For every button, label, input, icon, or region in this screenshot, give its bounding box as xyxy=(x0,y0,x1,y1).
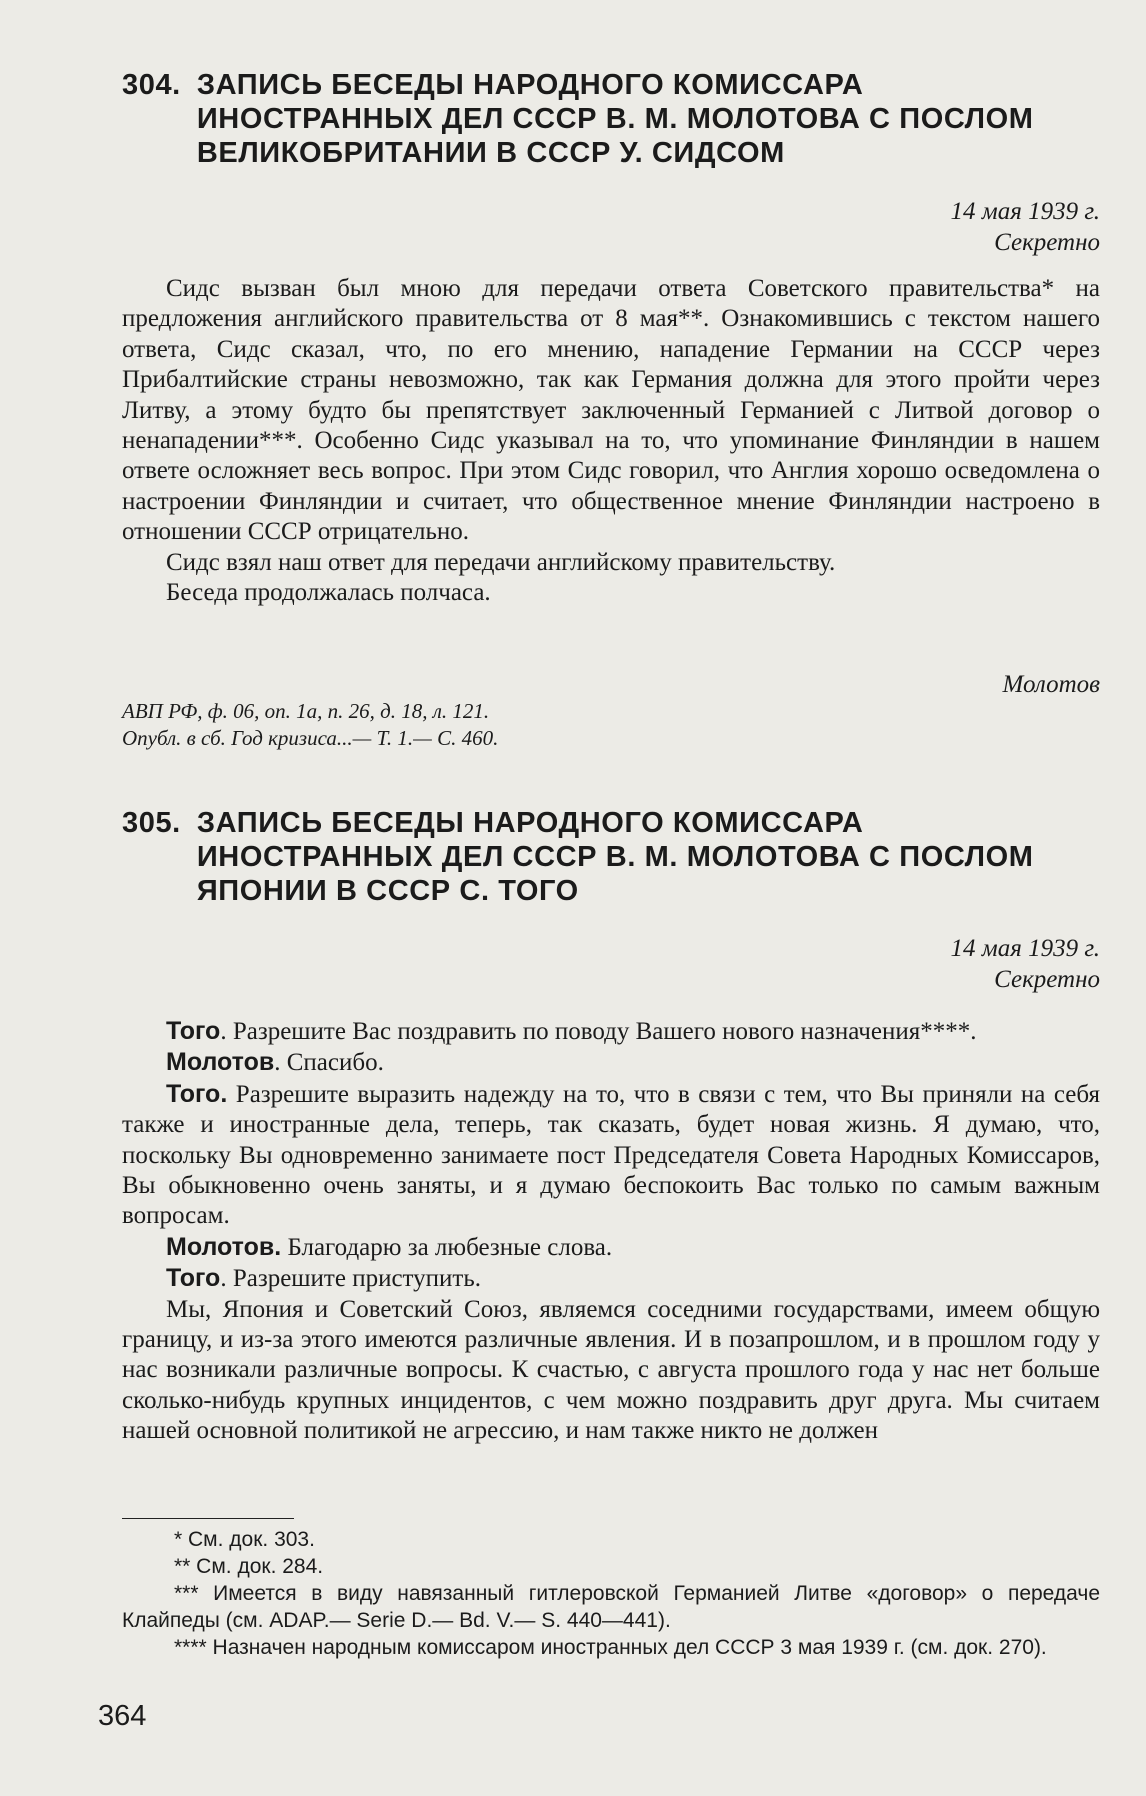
doc304-date: 14 мая 1939 г. xyxy=(950,198,1100,225)
dialogue-speaker: Того xyxy=(166,1017,221,1045)
page-number: 364 xyxy=(98,1700,147,1732)
doc305-date: 14 мая 1939 г. xyxy=(950,935,1100,962)
doc305-classification: Секретно xyxy=(994,966,1100,993)
footnotes xyxy=(122,1526,1100,1661)
footnote-1: * См. док. 303. xyxy=(174,1528,315,1551)
doc304-meta xyxy=(122,196,1100,258)
dialogue-text: Благодарю за любезные слова. xyxy=(287,1233,613,1261)
doc304-body xyxy=(122,274,1100,608)
doc304-paragraph-2: Сидс взял наш ответ для передачи английскому правительству. xyxy=(166,548,836,576)
doc304-sources xyxy=(122,698,1100,752)
doc304-heading xyxy=(122,68,1100,170)
doc305-body xyxy=(122,1016,1100,1447)
doc305-number: 305. xyxy=(122,807,181,839)
doc304-title: ЗАПИСЬ БЕСЕДЫ НАРОДНОГО КОМИССАРА ИНОСТРАННЫХ ДЕЛ СССР В. М. МОЛОТОВА С ПОСЛОМ ВЕЛИКОБРИТАНИИ В СССР У. СИДСОМ xyxy=(196,69,1034,169)
doc304-publication-ref: Опубл. в сб. Год кризиса...— Т. 1.— С. 460. xyxy=(122,726,499,750)
dialogue-line: Того. Разрешите Вас поздравить по поводу Вашего нового назначения****. xyxy=(166,1017,977,1045)
doc304-archive-ref: АВП РФ, ф. 06, оп. 1а, п. 26, д. 18, л. 121. xyxy=(122,699,490,723)
dialogue-text: Разрешите выразить надежду на то, что в связи с тем, что Вы приняли на себя также и иностранные дела, теперь, так сказать, будет новая жизнь. Я думаю, что, поскольку Вы одновременно занимаете пост Председателя Совета Народных Комиссаров, Вы обыкновенно очень заняты, и я думаю беспокоить Вас только по самым важным вопросам. xyxy=(122,1080,1101,1230)
footnote-divider xyxy=(122,1518,294,1519)
doc304-paragraph-3: Беседа продолжалась полчаса. xyxy=(166,579,491,607)
doc304-number: 304. xyxy=(122,69,181,101)
dialogue-line: Молотов. Спасибо. xyxy=(166,1048,384,1077)
dialogue-text: Разрешите приступить. xyxy=(232,1265,481,1293)
doc305-heading xyxy=(122,806,1100,908)
dialogue-text: Разрешите Вас поздравить по поводу Вашего нового назначения****. xyxy=(232,1018,977,1045)
footnote-3: *** Имеется в виду навязанный гитлеровской Германией Литве «договор» о передаче Клайпеды (см. ADAP.— Serie D.— Bd. V.— S. 440—441). xyxy=(122,1582,1100,1632)
dialogue-speaker: Молотов. xyxy=(166,1232,282,1261)
dialogue-line xyxy=(122,1079,1100,1232)
doc305-meta xyxy=(122,933,1100,995)
doc304-classification: Секретно xyxy=(994,229,1100,256)
doc304-paragraph-1: Сидс вызван был мною для передачи ответа Советского правительства* на предложения английского правительства от 8 мая**. Ознакомившись с текстом нашего ответа, Сидс сказал, что, по его мнению, нападение Германии на СССР через Прибалтийские страны невозможно, так как Германия должна для этого пройти через Литву, а этому будто бы препятствует заключенный Германией с Литвой договор о ненападении***. Особенно Сидс указывал на то, что упоминание Финляндии в нашем ответе осложняет весь вопрос. При этом Сидс говорил, что Англия хорошо осведомлена о настроении Финляндии и считает, что общественное мнение Финляндии настроено в отношении СССР отрицательно. xyxy=(122,275,1100,546)
doc304-signature: Молотов xyxy=(1002,671,1100,698)
dialogue-line: Того. Разрешите приступить. xyxy=(166,1264,481,1293)
dialogue-line xyxy=(122,1232,1100,1263)
dialogue-speaker: Того. xyxy=(166,1079,228,1108)
doc305-title: ЗАПИСЬ БЕСЕДЫ НАРОДНОГО КОМИССАРА ИНОСТРАННЫХ ДЕЛ СССР В. М. МОЛОТОВА С ПОСЛОМ ЯПОНИИ В СССР С. ТОГО xyxy=(196,807,1034,907)
dialogue-speaker: Того xyxy=(166,1264,221,1293)
footnote-2: ** См. док. 284. xyxy=(174,1555,324,1578)
dialogue-speaker: Молотов xyxy=(166,1048,275,1077)
dialogue-text: Спасибо. xyxy=(286,1049,384,1077)
footnote-4: **** Назначен народным комиссаром иностранных дел СССР 3 мая 1939 г. (см. док. 270). xyxy=(174,1636,1047,1659)
doc305-continuation: Мы, Япония и Советский Союз, являемся соседними государствами, имеем общую границу, и из-за этого имеются различные явления. И в позапрошлом, и в прошлом году у нас возникали различные вопросы. К счастью, с августа прошлого года у нас нет больше сколько-нибудь крупных инцидентов, с чем можно поздравить друг друга. Мы считаем нашей основной политикой не агрессию, и нам также никто не должен xyxy=(122,1295,1100,1445)
